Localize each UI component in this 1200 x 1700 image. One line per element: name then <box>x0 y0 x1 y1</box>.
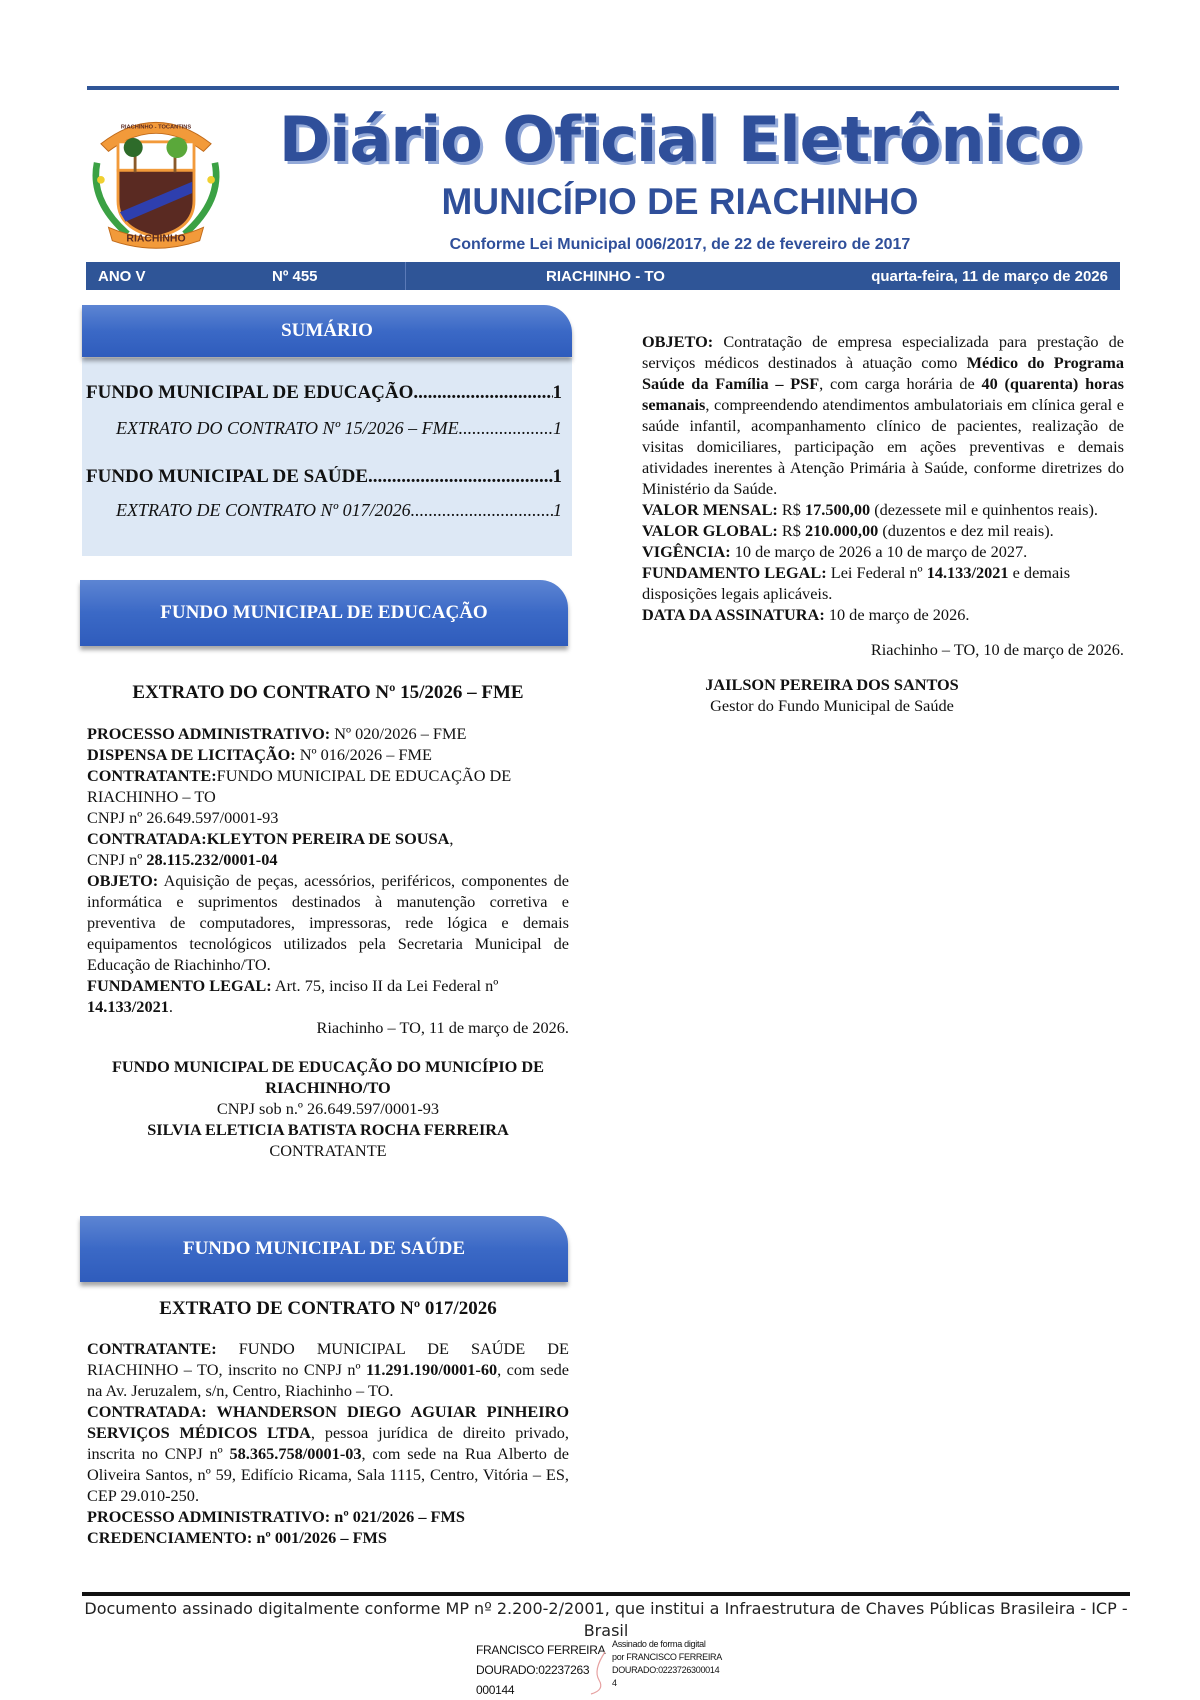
signer-cnpj: CNPJ sob n.º 26.649.597/0001-93 <box>216 1099 440 1118</box>
signer-name: JAILSON PEREIRA DOS SANTOS <box>705 675 959 694</box>
section-banner-educacao: FUNDO MUNICIPAL DE EDUCAÇÃO <box>80 580 568 646</box>
contract-extract-saude-continued <box>642 331 1124 716</box>
field-valor-mensal: VALOR MENSAL: R$ 17.500,00 (dezessete mil e quinhentos reais). <box>642 500 1098 519</box>
field-valor-global: VALOR GLOBAL: R$ 210.000,00 (duzentos e dez mil reais). <box>642 521 1054 540</box>
toc-item[interactable]: EXTRATO DO CONTRATO Nº 15/2026 – FME ..... 1 <box>86 418 562 439</box>
field-contratante-cnpj: CNPJ nº 26.649.597/0001-93 <box>87 808 279 827</box>
edition-info-bar <box>86 262 1120 290</box>
municipality-name: MUNICÍPIO DE RIACHINHO <box>441 181 919 222</box>
signer-org: FUNDO MUNICIPAL DE EDUCAÇÃO DO MUNICÍPIO DE RIACHINHO/TO <box>111 1057 545 1097</box>
section-banner-saude: FUNDO MUNICIPAL DE SAÚDE <box>80 1216 568 1282</box>
digital-signature-notice: Documento assinado digitalmente conforme MP nº 2.200-2/2001, que institui a Infraestrutura de Chaves Públicas Brasileira - ICP - Brasil <box>84 1599 1128 1640</box>
publication-title: Diário Oficial Eletrônico <box>278 103 1082 176</box>
signer-role: Gestor do Fundo Municipal de Saúde <box>710 696 954 715</box>
place-date: Riachinho – TO, 10 de março de 2026. <box>870 640 1124 659</box>
edition-number: Nº 455 <box>272 267 318 285</box>
field-contratante: CONTRATANTE:FUNDO MUNICIPAL DE EDUCAÇÃO DE RIACHINHO – TO <box>87 766 512 806</box>
field-vigencia: VIGÊNCIA: 10 de março de 2026 a 10 de março de 2027. <box>642 542 1028 561</box>
contract-extract-educacao <box>87 682 569 1161</box>
signer-name: SILVIA ELETICIA BATISTA ROCHA FERREIRA <box>147 1120 509 1139</box>
field-processo: PROCESSO ADMINISTRATIVO: nº 021/2026 – FMS <box>87 1507 465 1526</box>
field-contratante: CONTRATANTE: FUNDO MUNICIPAL DE SAÚDE DE RIACHINHO – TO, inscrito no CNPJ nº 11.291.190/0001-60, com sede na Av. Jeruzalem, s/n, Centro, Riachinho – TO. <box>87 1339 570 1400</box>
edition-year: ANO V <box>98 267 146 285</box>
field-data-assinatura: DATA DA ASSINATURA: 10 de março de 2026. <box>642 605 970 624</box>
field-fundamento: FUNDAMENTO LEGAL: Lei Federal nº 14.133/2021 e demais disposições legais aplicáveis. <box>642 563 1071 603</box>
field-objeto: OBJETO: Aquisição de peças, acessórios, periféricos, componentes de informática e suprimentos destinados à manutenção corretiva e preventiva de computadores, impressoras, rede lógica e demais equipamentos tecnológicos utilizados pela Secretaria Municipal de Educação de Riachinho/TO. <box>87 871 569 974</box>
contract-extract-saude <box>87 1298 569 1548</box>
toc-item[interactable]: FUNDO MUNICIPAL DE SAÚDE ..... 1 <box>86 466 562 488</box>
field-dispensa: DISPENSA DE LICITAÇÃO: Nº 016/2026 – FME <box>87 745 432 764</box>
field-contratada: CONTRATADA: WHANDERSON DIEGO AGUIAR PINHEIRO SERVIÇOS MÉDICOS LTDA, pessoa jurídica de direito privado, inscrita no CNPJ nº 58.365.758/0001-03, com sede na Rua Alberto de Oliveira Santos, nº 59, Edifício Ricama, Sala 1115, Centro, Vitória – ES, CEP 29.010-250. <box>87 1402 569 1505</box>
svg-text:RIACHINHO: RIACHINHO <box>126 233 186 245</box>
law-reference: Conforme Lei Municipal 006/2017, de 22 de fevereiro de 2017 <box>449 236 911 253</box>
field-fundamento: FUNDAMENTO LEGAL: Art. 75, inciso II da Lei Federal nº 14.133/2021. <box>87 976 499 1016</box>
digital-signature-detail: Assinado de forma digital por FRANCISCO FERREIRA DOURADO:0223726300014 4 <box>612 1639 722 1688</box>
edition-location: RIACHINHO - TO <box>405 262 805 290</box>
doc-title: EXTRATO DE CONTRATO Nº 017/2026 <box>159 1298 497 1319</box>
edition-date: quarta-feira, 11 de março de 2026 <box>871 267 1108 285</box>
doc-title: EXTRATO DO CONTRATO Nº 15/2026 – FME <box>132 682 524 703</box>
svg-text:RIACHINHO - TOCANTINS: RIACHINHO - TOCANTINS <box>120 124 192 131</box>
field-contratada: CONTRATADA:KLEYTON PEREIRA DE SOUSA, <box>87 829 454 848</box>
field-contratada-cnpj: CNPJ nº 28.115.232/0001-04 <box>87 850 278 869</box>
signer-role: CONTRATANTE <box>269 1141 387 1160</box>
summary-title: SUMÁRIO <box>281 320 373 341</box>
toc-item[interactable]: FUNDO MUNICIPAL DE EDUCAÇÃO ..... 1 <box>86 382 562 404</box>
toc-item[interactable]: EXTRATO DE CONTRATO Nº 017/2026 ..... 1 <box>86 500 562 521</box>
digital-signer-id: FRANCISCO FERREIRA DOURADO:02237263 000144 <box>476 1643 606 1697</box>
footer-rule <box>82 1592 1130 1596</box>
field-processo: PROCESSO ADMINISTRATIVO: Nº 020/2026 – FME <box>87 724 467 743</box>
municipal-coat-of-arms-icon <box>80 104 232 250</box>
place-date: Riachinho – TO, 11 de março de 2026. <box>316 1018 569 1037</box>
field-objeto: OBJETO: Contratação de empresa especializada para prestação de serviços médicos destinados à atuação como Médico do Programa Saúde da Família – PSF, com carga horária de 40 (quarenta) horas semanais, compreendendo atendimentos ambulatoriais em clínica geral e saúde infantil, acompanhamento clínico de pacientes, realização de visitas domiciliares, participação em ações preventivas e demais atividades inerentes à Atenção Primária à Saúde, conforme diretrizes do Ministério da Saúde. <box>642 332 1124 498</box>
header-top-rule <box>87 86 1119 90</box>
field-credenciamento: CREDENCIAMENTO: nº 001/2026 – FMS <box>87 1528 387 1547</box>
summary-banner <box>82 305 572 357</box>
signature-scribble-icon <box>585 1650 615 1695</box>
